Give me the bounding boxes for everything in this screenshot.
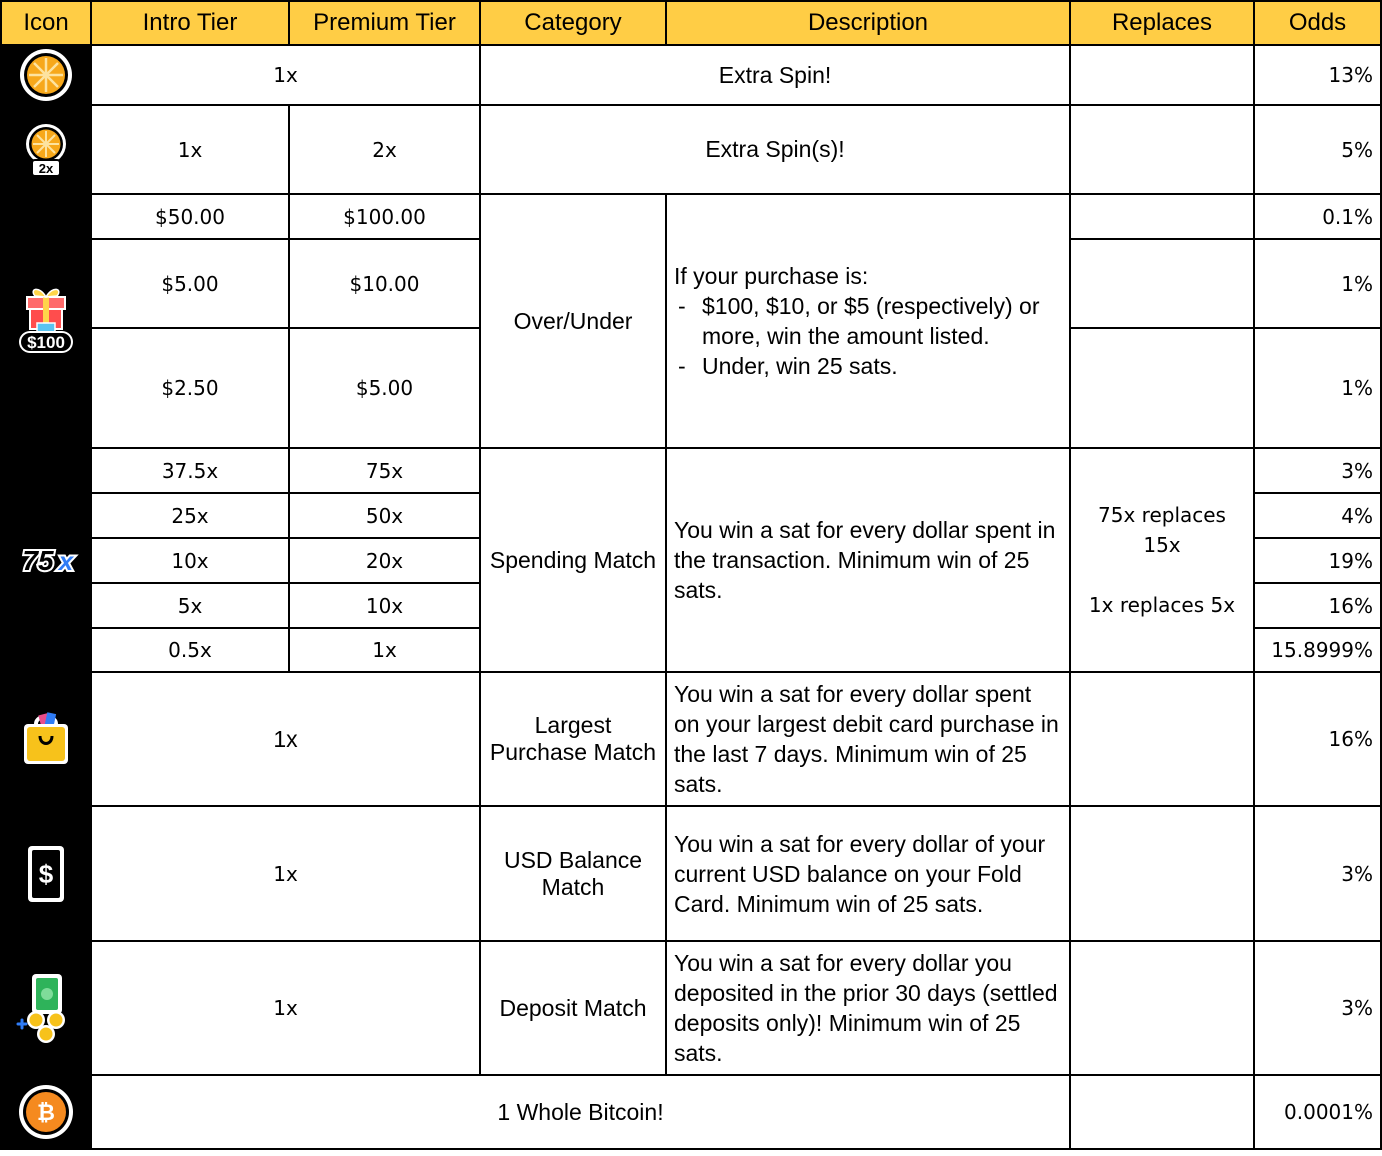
icon-cell [1, 1075, 91, 1149]
table-row-largest-purchase [1, 672, 1381, 806]
description-list [674, 291, 1062, 381]
category: Over/Under [480, 194, 666, 448]
header-icon: Icon [1, 1, 91, 45]
table-row-extra-spin [1, 45, 1381, 105]
odds-value: 1% [1254, 328, 1381, 448]
replaces-empty [1070, 806, 1254, 941]
icon-cell [1, 194, 91, 448]
intro-tier-value: 5x [91, 583, 289, 628]
gift-100-icon [15, 279, 77, 363]
premium-tier-value: 1x [289, 628, 480, 672]
tier-value: 1x [91, 45, 480, 105]
table-row-deposit-match [1, 941, 1381, 1075]
replaces-empty [1070, 105, 1254, 194]
icon-symbol: $ [38, 858, 54, 889]
table-row-usd-balance [1, 806, 1381, 941]
replaces-empty [1070, 194, 1254, 239]
odds-value: 3% [1254, 806, 1381, 941]
icon-cell [1, 941, 91, 1075]
replaces-line: 1x replaces 5x [1088, 593, 1236, 617]
replaces-empty [1070, 239, 1254, 328]
odds-value: 16% [1254, 583, 1381, 628]
category: Spending Match [480, 448, 666, 672]
intro-tier-value: $5.00 [91, 239, 289, 328]
category: Deposit Match [480, 941, 666, 1075]
replaces-empty [1070, 328, 1254, 448]
replaces-empty [1070, 941, 1254, 1075]
description-item: - $100, $10, or $5 (respectively) or more, win the amount listed. [674, 291, 1062, 351]
orange-coin-icon [18, 47, 74, 103]
header-replaces: Replaces [1070, 1, 1254, 45]
description [666, 194, 1070, 448]
odds-value: 19% [1254, 538, 1381, 583]
premium-tier-value: 2x [289, 105, 480, 194]
deposit-cash-coins-icon [14, 972, 78, 1044]
intro-tier-value: 37.5x [91, 448, 289, 493]
icon-badge: 2x [38, 160, 54, 176]
table-row-spending-match [1, 448, 1381, 493]
icon-cell [1, 672, 91, 806]
intro-tier-value: 25x [91, 493, 289, 538]
replaces-empty [1070, 1075, 1254, 1149]
premium-tier-value: 75x [289, 448, 480, 493]
dollar-phone-icon [24, 844, 68, 904]
odds-value: 1% [1254, 239, 1381, 328]
icon-text-main: 75 [22, 545, 54, 576]
odds-value: 16% [1254, 672, 1381, 806]
premium-tier-value: $10.00 [289, 239, 480, 328]
icon-cell [1, 448, 91, 672]
odds-value: 13% [1254, 45, 1381, 105]
odds-value: 0.1% [1254, 194, 1381, 239]
intro-tier-value: 10x [91, 538, 289, 583]
intro-tier-value: 1x [91, 105, 289, 194]
premium-tier-value: 10x [289, 583, 480, 628]
odds-value: 3% [1254, 448, 1381, 493]
description: 1 Whole Bitcoin! [91, 1075, 1070, 1149]
odds-value: 3% [1254, 941, 1381, 1075]
description: You win a sat for every dollar spent in the transaction. Minimum win of 25 sats. [666, 448, 1070, 672]
description: Extra Spin! [480, 45, 1070, 105]
replaces-value [1070, 448, 1254, 672]
header-description: Description [666, 1, 1070, 45]
header-row [1, 1, 1381, 45]
premium-tier-value: $100.00 [289, 194, 480, 239]
replaces-empty [1070, 672, 1254, 806]
icon-text-x: x [58, 546, 74, 576]
table-row-over-under [1, 194, 1381, 239]
description-intro: If your purchase is: [674, 263, 869, 289]
svg-text:₿: ₿ [37, 1101, 55, 1126]
description: You win a sat for every dollar of your current USD balance on your Fold Card. Minimum win of 25 sats. [666, 806, 1070, 941]
premium-tier-value: 50x [289, 493, 480, 538]
header-category: Category [480, 1, 666, 45]
description: You win a sat for every dollar spent on your largest debit card purchase in the last 7 days. Minimum win of 25 sats. [666, 672, 1070, 806]
category: Largest Purchase Match [480, 672, 666, 806]
75x-multiplier-icon [13, 540, 79, 580]
shopping-bag-icon [18, 708, 74, 770]
category: USD Balance Match [480, 806, 666, 941]
intro-tier-value: $2.50 [91, 328, 289, 448]
header-odds: Odds [1254, 1, 1381, 45]
header-premium-tier: Premium Tier [289, 1, 480, 45]
odds-value: 0.0001% [1254, 1075, 1381, 1149]
tier-value: 1x [91, 672, 480, 806]
odds-value: 4% [1254, 493, 1381, 538]
table-row-bitcoin [1, 1075, 1381, 1149]
replaces-line: 75x replaces 15x [1098, 503, 1226, 557]
odds-value: 5% [1254, 105, 1381, 194]
orange-coin-2x-icon [18, 118, 74, 182]
bitcoin-coin-icon [17, 1083, 75, 1141]
replaces-empty [1070, 45, 1254, 105]
description: Extra Spin(s)! [480, 105, 1070, 194]
intro-tier-value: $50.00 [91, 194, 289, 239]
description-item: - Under, win 25 sats. [674, 351, 1062, 381]
premium-tier-value: 20x [289, 538, 480, 583]
intro-tier-value: 0.5x [91, 628, 289, 672]
premium-tier-value: $5.00 [289, 328, 480, 448]
tier-value: 1x [91, 941, 480, 1075]
description: You win a sat for every dollar you deposited in the prior 30 days (settled deposits only)! Minimum win of 25 sats. [666, 941, 1070, 1075]
odds-value: 15.8999% [1254, 628, 1381, 672]
icon-cell [1, 105, 91, 194]
table-row-extra-spins [1, 105, 1381, 194]
icon-cell [1, 45, 91, 105]
icon-cell [1, 806, 91, 941]
tier-value: 1x [91, 806, 480, 941]
icon-badge: $100 [27, 333, 65, 352]
header-intro-tier: Intro Tier [91, 1, 289, 45]
